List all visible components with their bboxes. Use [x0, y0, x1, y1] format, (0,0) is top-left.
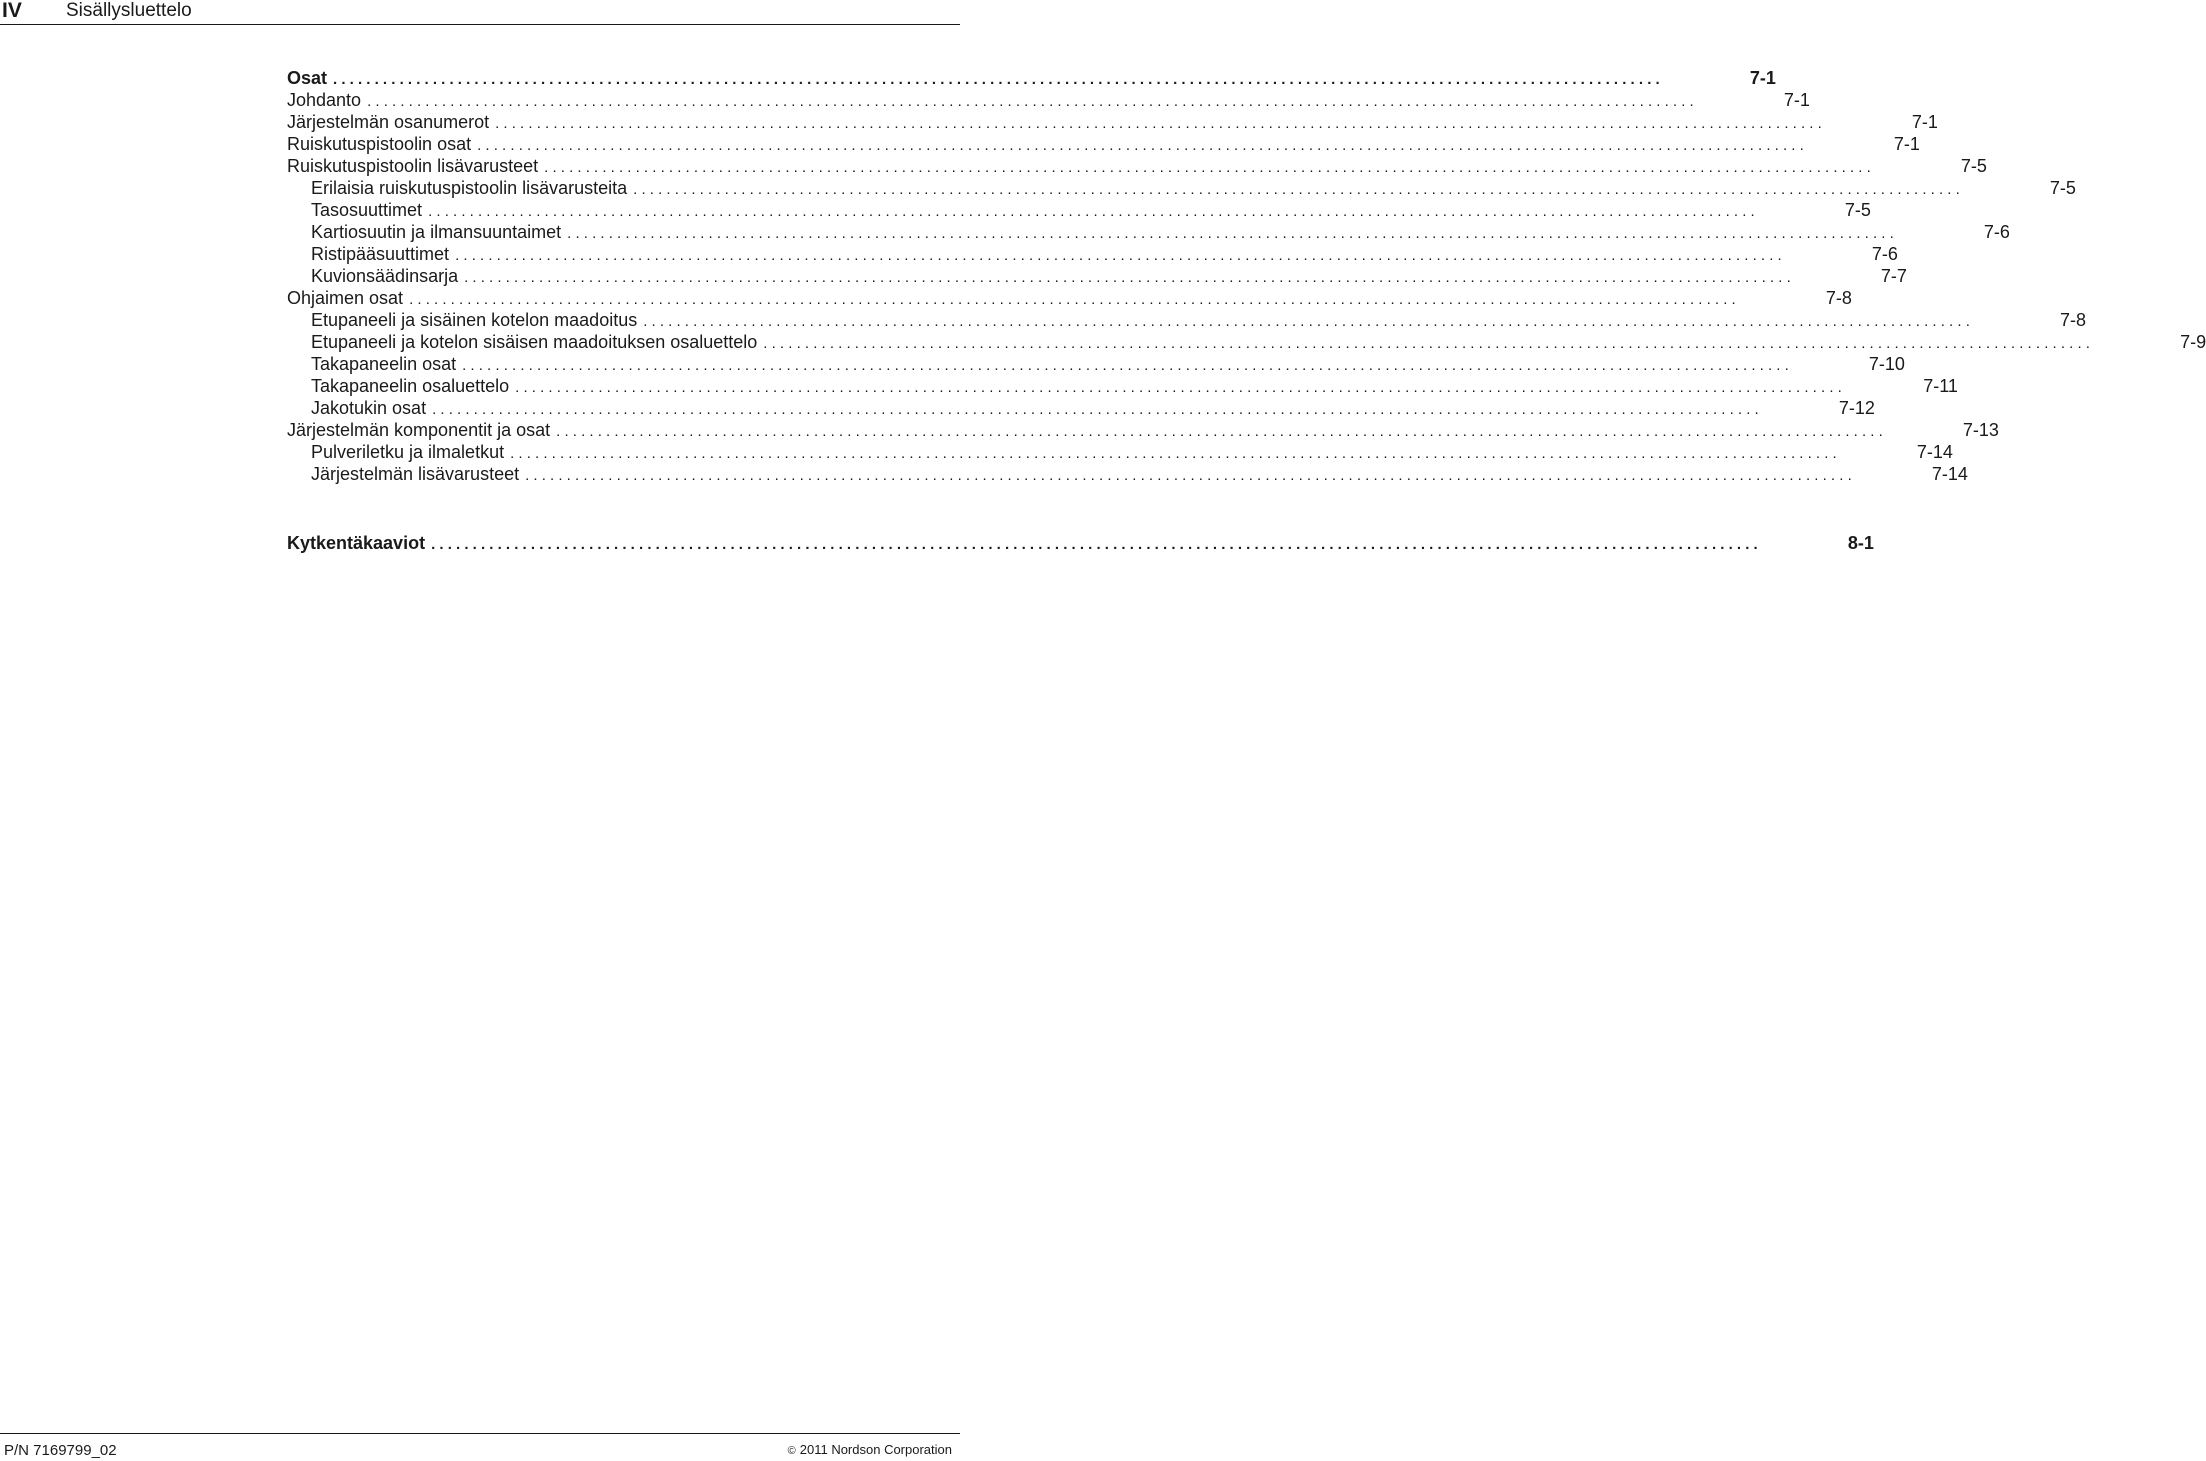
- toc-entry-page: 7-1: [1783, 90, 1810, 110]
- toc-entry[interactable]: [287, 309, 2087, 331]
- dot-leader: ................................................................................................................................................................: [510, 445, 1841, 462]
- toc-entry[interactable]: [287, 265, 1907, 287]
- toc-entry-title: Järjestelmän komponentit ja osat: [287, 420, 551, 440]
- toc-entry-title: Johdanto: [287, 90, 362, 110]
- toc-entry[interactable]: [287, 532, 1874, 554]
- toc-entry-title: Kartiosuutin ja ilmansuuntaimet: [311, 222, 562, 242]
- toc-entry-title: Järjestelmän lisävarusteet: [311, 464, 520, 484]
- toc-entry-page: 7-5: [2049, 178, 2076, 198]
- toc-entry[interactable]: [287, 375, 1958, 397]
- dot-leader: ................................................................................................................................................................: [477, 137, 1808, 154]
- dot-leader: ................................................................................................................................................................: [495, 115, 1826, 132]
- toc-entry-page: 7-1: [1893, 134, 1920, 154]
- toc-entry-page: 7-6: [1871, 244, 1898, 264]
- toc-entry-page: 7-14: [1916, 442, 1953, 462]
- dot-leader: ................................................................................................................................................................: [567, 225, 1898, 242]
- toc-entry-title: Kuvionsäädinsarja: [311, 266, 459, 286]
- toc-entry[interactable]: [287, 331, 2206, 353]
- dot-leader: ................................................................................................................................................................: [431, 536, 1762, 553]
- toc-entry-title: Kytkentäkaaviot: [287, 533, 426, 553]
- toc-entry[interactable]: [287, 111, 1938, 133]
- dot-leader: ................................................................................................................................................................: [462, 357, 1793, 374]
- toc-entry-page: 7-1: [1749, 68, 1776, 88]
- toc-entry-page: 7-1: [1911, 112, 1938, 132]
- dot-leader: ................................................................................................................................................................: [464, 269, 1795, 286]
- toc-entry-page: 7-8: [1825, 288, 1852, 308]
- dot-leader: ................................................................................................................................................................: [409, 291, 1740, 308]
- toc-entry-title: Ruiskutuspistoolin osat: [287, 134, 472, 154]
- toc-entry-page: 7-12: [1838, 398, 1875, 418]
- table-of-contents: [287, 67, 2206, 554]
- dot-leader: ................................................................................................................................................................: [633, 181, 1964, 198]
- toc-entry[interactable]: [287, 177, 2076, 199]
- toc-entry[interactable]: [287, 67, 1776, 89]
- toc-entry-page: 7-9: [2180, 332, 2206, 352]
- dot-leader: ................................................................................................................................................................: [367, 93, 1698, 110]
- toc-entry-title: Takapaneelin osaluettelo: [311, 376, 510, 396]
- dot-leader: ................................................................................................................................................................: [515, 379, 1846, 396]
- toc-entry-page: 7-13: [1962, 420, 1999, 440]
- toc-entry-title: Takapaneelin osat: [311, 354, 457, 374]
- toc-entry[interactable]: [287, 441, 1953, 463]
- toc-entry-page: 7-8: [2060, 310, 2087, 330]
- dot-leader: ................................................................................................................................................................: [428, 203, 1759, 220]
- header-divider: [0, 24, 960, 25]
- toc-entry-title: Etupaneeli ja kotelon sisäisen maadoituksen osaluettelo: [311, 332, 758, 352]
- toc-entry-title: Tasosuuttimet: [311, 200, 423, 220]
- part-number: P/N 7169799_02: [4, 1442, 117, 1459]
- toc-entry-page: 7-5: [1960, 156, 1987, 176]
- dot-leader: ................................................................................................................................................................: [544, 159, 1875, 176]
- toc-entry[interactable]: [287, 155, 1987, 177]
- copyright-text: 2011 Nordson Corporation: [799, 1442, 952, 1457]
- toc-entry-title: Osat: [287, 68, 328, 88]
- dot-leader: ................................................................................................................................................................: [333, 71, 1664, 88]
- toc-entry[interactable]: [287, 89, 1810, 111]
- toc-entry[interactable]: [287, 243, 1898, 265]
- toc-entry[interactable]: [287, 397, 1875, 419]
- toc-entry-page: 7-7: [1880, 266, 1907, 286]
- dot-leader: ................................................................................................................................................................: [432, 401, 1763, 418]
- copyright-symbol: ©: [787, 1445, 796, 1457]
- toc-entry-page: 7-11: [1923, 376, 1958, 396]
- toc-entry-title: Jakotukin osat: [311, 398, 427, 418]
- toc-entry[interactable]: [287, 133, 1920, 155]
- dot-leader: ................................................................................................................................................................: [455, 247, 1786, 264]
- toc-entry-page: 7-5: [1844, 200, 1871, 220]
- section-numeral: IV: [2, 0, 22, 22]
- toc-entry-title: Ristipääsuuttimet: [311, 244, 450, 264]
- toc-entry[interactable]: [287, 221, 2010, 243]
- toc-entry-title: Pulveriletku ja ilmaletkut: [311, 442, 505, 462]
- dot-leader: ................................................................................................................................................................: [556, 423, 1887, 440]
- dot-leader: ................................................................................................................................................................: [525, 467, 1856, 484]
- page-title: Sisällysluettelo: [66, 0, 192, 21]
- toc-entry[interactable]: [287, 463, 1968, 485]
- toc-entry-page: 7-14: [1931, 464, 1968, 484]
- toc-entry[interactable]: [287, 419, 1999, 441]
- toc-entry-title: Ruiskutuspistoolin lisävarusteet: [287, 156, 539, 176]
- toc-entry-page: 8-1: [1847, 533, 1874, 553]
- page-header: [0, 0, 960, 30]
- toc-entry[interactable]: [287, 199, 1871, 221]
- dot-leader: ................................................................................................................................................................: [643, 313, 1975, 330]
- toc-entry-title: Järjestelmän osanumerot: [287, 112, 490, 132]
- toc-entry-title: Erilaisia ruiskutuspistoolin lisävarusteita: [311, 178, 628, 198]
- toc-entry-title: Ohjaimen osat: [287, 288, 404, 308]
- toc-entry-page: 7-6: [1983, 222, 2010, 242]
- toc-entry-title: Etupaneeli ja sisäinen kotelon maadoitus: [311, 310, 638, 330]
- copyright-notice: [788, 1441, 952, 1460]
- footer-divider: [0, 1433, 960, 1434]
- toc-entry[interactable]: [287, 353, 1905, 375]
- toc-entry[interactable]: [287, 287, 1852, 309]
- toc-entry-page: 7-10: [1868, 354, 1905, 374]
- dot-leader: ................................................................................................................................................................: [763, 335, 2095, 352]
